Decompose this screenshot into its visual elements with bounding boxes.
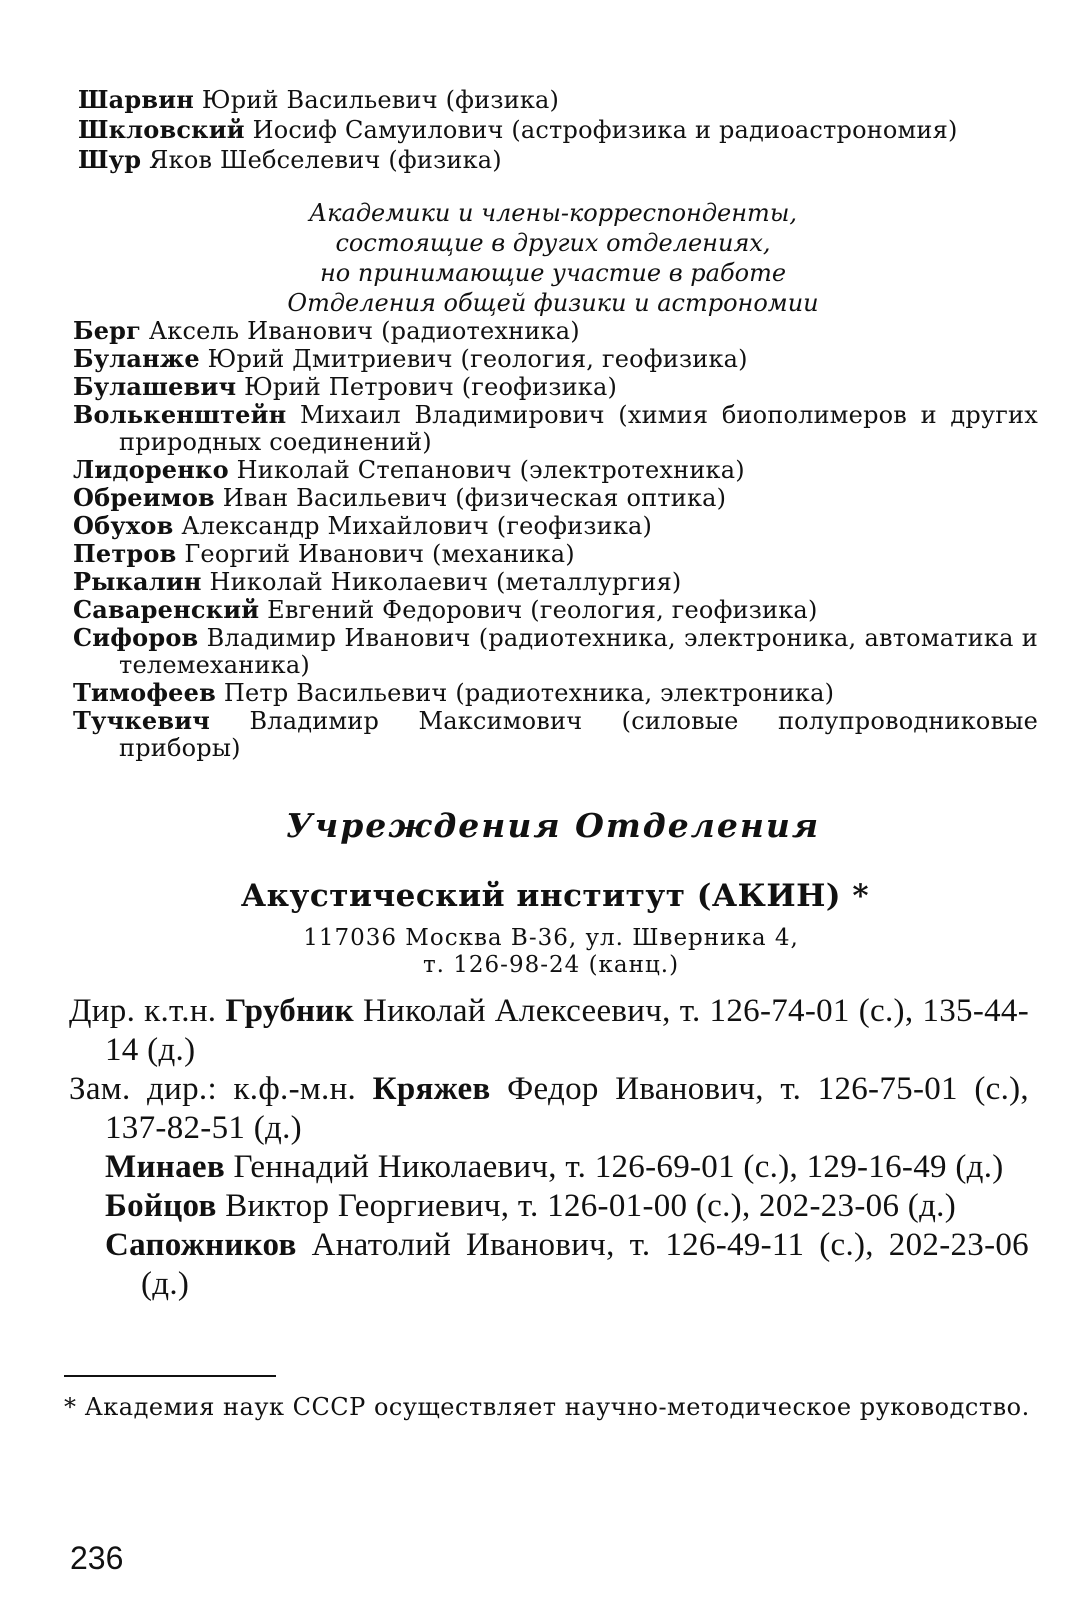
member-surname: Рыкалин [73,567,202,596]
staff-details: Николай Алексеевич, т. 126-74-01 (с.), 135-44-14 (д.) [105,993,1029,1068]
subheading-line: но принимающие участие в работе [319,259,787,287]
subheading-line: Академики и члены-корреспонденты, [309,199,797,227]
member-entry [73,512,1038,540]
staff-surname: Бойцов [105,1188,217,1224]
institute-address [0,925,1092,979]
member-details: Николай Степанович (электротехника) [236,456,745,484]
member-entry [73,568,1038,596]
staff-details: Федор Иванович, т. 126-75-01 (с.), 137-82-51 (д.) [105,1071,1029,1146]
member-surname: Шур [78,145,142,174]
member-entry [78,115,1038,145]
member-surname: Шарвин [78,85,195,114]
address-line: т. 126-98-24 (канц.) [422,952,680,978]
member-entry [73,345,1038,373]
member-entry [73,484,1038,512]
member-surname: Тимофеев [73,678,216,707]
member-surname: Саваренский [73,595,260,624]
member-surname: Лидоренко [73,455,229,484]
member-surname: Тучкевич [73,706,211,735]
member-details: Михаил Владимирович (химия биополимеров и других природных соединений) [119,401,1038,456]
subheading-line: состоящие в других отделениях, [335,229,771,257]
staff-details: Анатолий Иванович, т. 126-49-11 (с.), 202-23-06 (д.) [141,1227,1029,1302]
member-details: Георгий Иванович (механика) [184,540,575,568]
member-entry [73,456,1038,484]
member-entry [73,596,1038,624]
member-details: Яков Шебселевич (физика) [149,146,502,174]
staff-title: Дир. к.т.н. [69,993,217,1029]
member-details: Юрий Васильевич (физика) [201,86,560,114]
member-surname: Булашевич [73,372,237,401]
member-entry [73,707,1038,762]
member-details: Юрий Дмитриевич (геология, геофизика) [207,345,748,373]
member-entry [73,317,1038,345]
staff-entry [69,992,1029,1070]
members-list-a [78,85,1038,175]
member-details: Юрий Петрович (геофизика) [244,373,618,401]
staff-details: Геннадий Николаевич, т. 126-69-01 (с.), 129-16-49 (д.) [233,1149,1004,1185]
member-details: Петр Васильевич (радиотехника, электроника) [223,679,835,707]
member-surname: Сифоров [73,623,199,652]
staff-entry [105,1187,1029,1226]
member-entry [73,679,1038,707]
member-details: Иосиф Самуилович (астрофизика и радиоастрономия) [252,116,958,144]
staff-surname: Сапожников [105,1227,297,1263]
member-surname: Шкловский [78,115,245,144]
staff-surname: Кряжев [372,1071,491,1107]
subheading-line: Отделения общей физики и астрономии [287,289,819,317]
member-entry [78,85,1038,115]
member-surname: Обреимов [73,483,215,512]
staff-details: Виктор Георгиевич, т. 126-01-00 (с.), 202-23-06 (д.) [225,1188,957,1224]
staff-surname: Грубник [225,993,354,1029]
member-surname: Волькенштейн [73,400,287,429]
member-entry [73,540,1038,568]
staff-title: Зам. дир.: к.ф.-м.н. [69,1071,357,1107]
member-details: Александр Михайлович (геофизика) [181,512,653,540]
staff-entry [105,1148,1029,1187]
member-details: Владимир Максимович (силовые полупроводниковые приборы) [119,707,1038,762]
member-surname: Петров [73,539,177,568]
member-entry [73,373,1038,401]
members-list-b [73,317,1038,762]
member-details: Иван Васильевич (физическая оптика) [222,484,727,512]
member-surname: Берг [73,316,142,345]
member-surname: Обухов [73,511,174,540]
staff-entry [69,1070,1029,1148]
member-surname: Буланже [73,344,200,373]
member-details: Владимир Иванович (радиотехника, электроника, автоматика и телемеханика) [119,624,1038,679]
institutions-title: Учреждения Отделения [285,806,821,845]
page-number: 236 [70,1540,124,1576]
staff-entry [105,1226,1029,1304]
member-entry [73,401,1038,456]
member-entry [73,624,1038,679]
address-line: 117036 Москва В-36, ул. Шверника 4, [303,925,799,951]
footnote-divider [64,1375,276,1377]
member-details: Евгений Федорович (геология, геофизика) [267,596,818,624]
institute-name: Акустический институт (АКИН) * [240,878,870,914]
staff-surname: Минаев [105,1149,225,1185]
section-subheading [200,198,906,318]
footnote: * Академия наук СССР осуществляет научно-методическое руководство. [64,1393,1030,1421]
member-details: Аксель Иванович (радиотехника) [148,317,580,345]
staff-list [69,992,1029,1304]
member-entry [78,145,1038,175]
member-details: Николай Николаевич (металлургия) [209,568,682,596]
